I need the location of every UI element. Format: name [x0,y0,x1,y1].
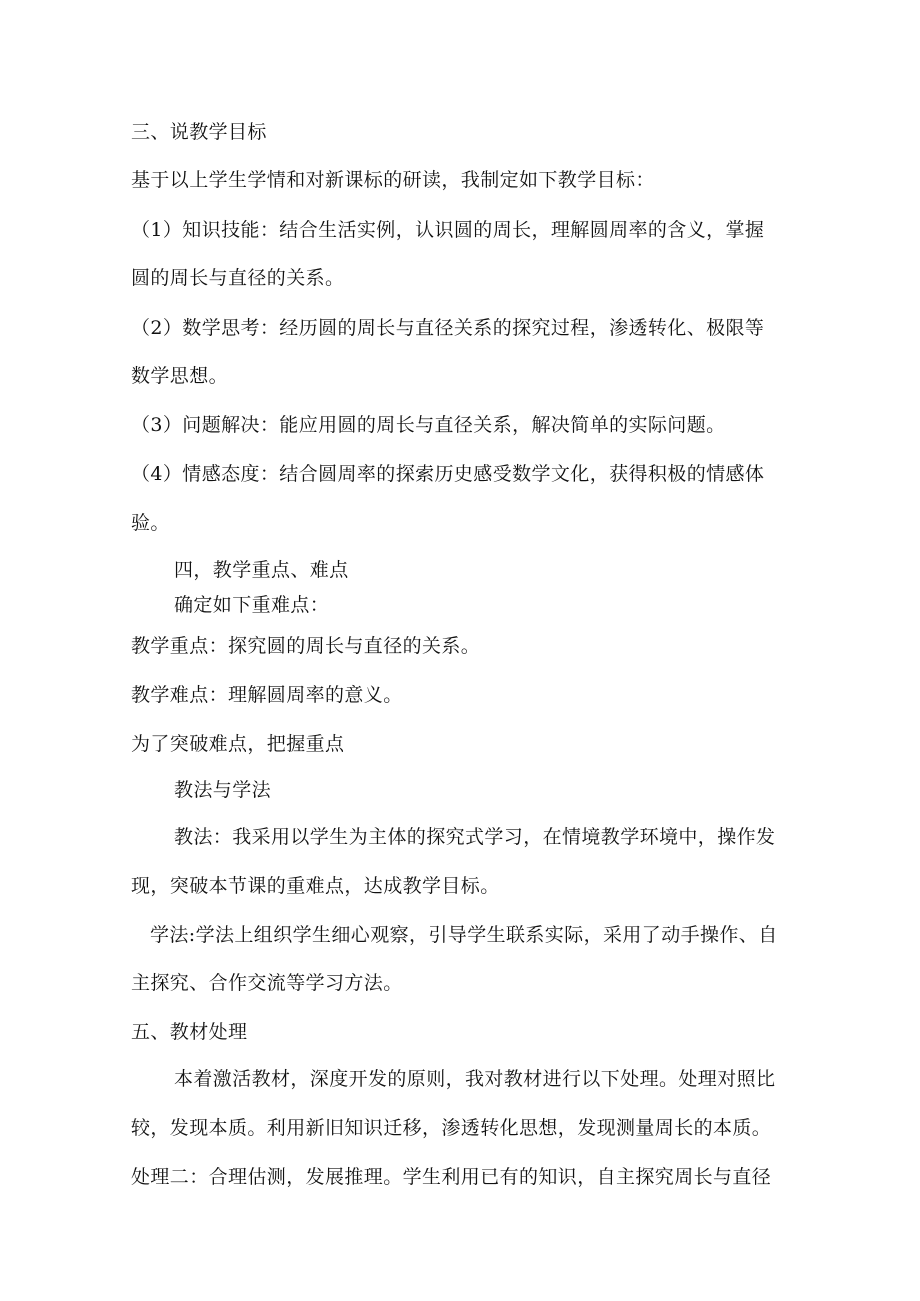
section-heading-teaching-goals: 三、说教学目标 [131,121,267,143]
teaching-method-line: 教法：我采用以学生为主体的探究式学习，在情境教学环境中，操作发 [174,826,776,848]
goal-item-2-continued: 数学思想。 [131,365,229,387]
paragraph-line: 确定如下重难点： [174,594,330,616]
material-paragraph-line: 本着激活教材，深度开发的原则，我对教材进行以下处理。处理对照比 [174,1068,776,1090]
material-paragraph-line: 较，发现本质。利用新旧知识迁移，渗透转化思想，发现测量周长的本质。 [131,1117,772,1139]
key-point-line: 教学重点：探究圆的周长与直径的关系。 [131,635,481,657]
difficulty-line: 教学难点：理解圆周率的意义。 [131,684,403,706]
section-heading-material: 五、教材处理 [131,1021,248,1043]
section-heading-key-points: 四，教学重点、难点 [174,559,349,581]
paragraph-line: 为了突破难点，把握重点 [131,733,345,755]
paragraph-line: 基于以上学生学情和对新课标的研读，我制定如下教学目标： [131,169,655,191]
goal-item-2: （2）数学思考：经历圆的周长与直径关系的探究过程，渗透转化、极限等 [131,317,765,339]
subheading-methods: 教法与学法 [174,779,272,801]
goal-item-4: （4）情感态度：结合圆周率的探索历史感受数学文化，获得积极的情感体 [131,463,765,485]
learning-method-line: 学法:学法上组织学生细心观察，引导学生联系实际，采用了动手操作、自 [150,924,778,946]
material-paragraph-line: 处理二：合理估测，发展推理。学生利用已有的知识，自主探究周长与直径 [131,1166,772,1188]
learning-method-continued: 主探究、合作交流等学习方法。 [131,972,403,994]
goal-item-4-continued: 验。 [131,512,170,534]
goal-item-1-continued: 圆的周长与直径的关系。 [131,267,345,289]
teaching-method-continued: 现，突破本节课的重难点，达成教学目标。 [131,875,500,897]
goal-item-1: （1）知识技能：结合生活实例，认识圆的周长，理解圆周率的含义，掌握 [131,219,765,241]
goal-item-3: （3）问题解决：能应用圆的周长与直径关系，解决简单的实际问题。 [131,414,726,436]
